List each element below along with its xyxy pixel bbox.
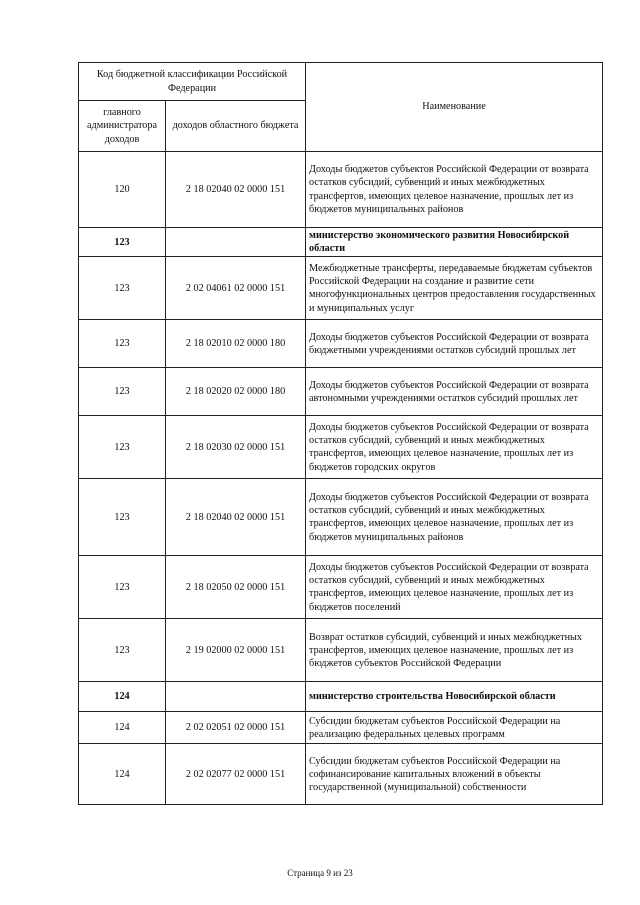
income-code-cell: 2 02 04061 02 0000 151	[166, 257, 306, 320]
income-code-cell: 2 02 02051 02 0000 151	[166, 712, 306, 744]
income-code-cell	[166, 228, 306, 257]
table-row	[79, 368, 603, 416]
header-name-cell: Наименование	[306, 63, 603, 152]
admin-code-cell: 124	[79, 682, 166, 712]
name-cell: Доходы бюджетов субъектов Российской Федерации от возврата остатков субсидий, субвенций и иных межбюджетных трансфертов, имеющих целевое назначение, прошлых лет из бюджетов муниципальных районов	[306, 152, 603, 228]
admin-code-cell: 123	[79, 257, 166, 320]
income-code-cell: 2 18 02040 02 0000 151	[166, 152, 306, 228]
name-cell: Субсидии бюджетам субъектов Российской Федерации на софинансирование капитальных вложений в объекты государственной (муниципальной) собственности	[306, 744, 603, 805]
admin-code-cell: 123	[79, 368, 166, 416]
table-row	[79, 682, 603, 712]
admin-code-cell: 123	[79, 556, 166, 619]
table-row	[79, 257, 603, 320]
income-code-cell: 2 02 02077 02 0000 151	[166, 744, 306, 805]
header-group-cell: Код бюджетной классификации Российской Федерации	[79, 63, 306, 101]
table-row	[79, 416, 603, 479]
admin-code-cell: 120	[79, 152, 166, 228]
name-cell: Доходы бюджетов субъектов Российской Федерации от возврата остатков субсидий, субвенций и иных межбюджетных трансфертов, имеющих целевое назначение, прошлых лет из бюджетов муниципальных районов	[306, 479, 603, 556]
income-code-cell: 2 18 02010 02 0000 180	[166, 320, 306, 368]
admin-code-cell: 123	[79, 228, 166, 257]
table-row	[79, 320, 603, 368]
name-cell: Доходы бюджетов субъектов Российской Федерации от возврата остатков субсидий, субвенций и иных межбюджетных трансфертов, имеющих целевое назначение, прошлых лет из бюджетов поселений	[306, 556, 603, 619]
admin-code-cell: 123	[79, 416, 166, 479]
table-row	[79, 228, 603, 257]
income-code-cell: 2 18 02050 02 0000 151	[166, 556, 306, 619]
income-code-cell: 2 19 02000 02 0000 151	[166, 619, 306, 682]
income-code-cell	[166, 682, 306, 712]
name-cell: Возврат остатков субсидий, субвенций и иных межбюджетных трансфертов, имеющих целевое назначение, прошлых лет из бюджетов субъектов Российской Федерации	[306, 619, 603, 682]
name-cell: министерство строительства Новосибирской области	[306, 682, 603, 712]
page-footer: Страница 9 из 23	[287, 868, 353, 878]
income-code-cell: 2 18 02030 02 0000 151	[166, 416, 306, 479]
name-cell: Доходы бюджетов субъектов Российской Федерации от возврата автономными учреждениями остатков субсидий прошлых лет	[306, 368, 603, 416]
admin-code-cell: 123	[79, 320, 166, 368]
table-row	[79, 556, 603, 619]
header-income-cell: доходов областного бюджета	[166, 101, 306, 152]
income-code-cell: 2 18 02040 02 0000 151	[166, 479, 306, 556]
table-row	[79, 712, 603, 744]
budget-classification-table	[78, 62, 603, 805]
name-cell: министерство экономического развития Новосибирской области	[306, 228, 603, 257]
table-row	[79, 619, 603, 682]
admin-code-cell: 124	[79, 744, 166, 805]
header-admin-cell: главного администратора доходов	[79, 101, 166, 152]
table-row	[79, 152, 603, 228]
table-row	[79, 479, 603, 556]
name-cell: Доходы бюджетов субъектов Российской Федерации от возврата остатков субсидий, субвенций и иных межбюджетных трансфертов, имеющих целевое назначение, прошлых лет из бюджетов городских округов	[306, 416, 603, 479]
income-code-cell: 2 18 02020 02 0000 180	[166, 368, 306, 416]
admin-code-cell: 123	[79, 619, 166, 682]
header-row-top	[79, 63, 603, 101]
table-row	[79, 744, 603, 805]
name-cell: Доходы бюджетов субъектов Российской Федерации от возврата бюджетными учреждениями остатков субсидий прошлых лет	[306, 320, 603, 368]
admin-code-cell: 124	[79, 712, 166, 744]
admin-code-cell: 123	[79, 479, 166, 556]
name-cell: Субсидии бюджетам субъектов Российской Федерации на реализацию федеральных целевых программ	[306, 712, 603, 744]
name-cell: Межбюджетные трансферты, передаваемые бюджетам субъектов Российской Федерации на создание и развитие сети многофункциональных центров предоставления государственных и муниципальных услуг	[306, 257, 603, 320]
table-body	[79, 152, 603, 805]
